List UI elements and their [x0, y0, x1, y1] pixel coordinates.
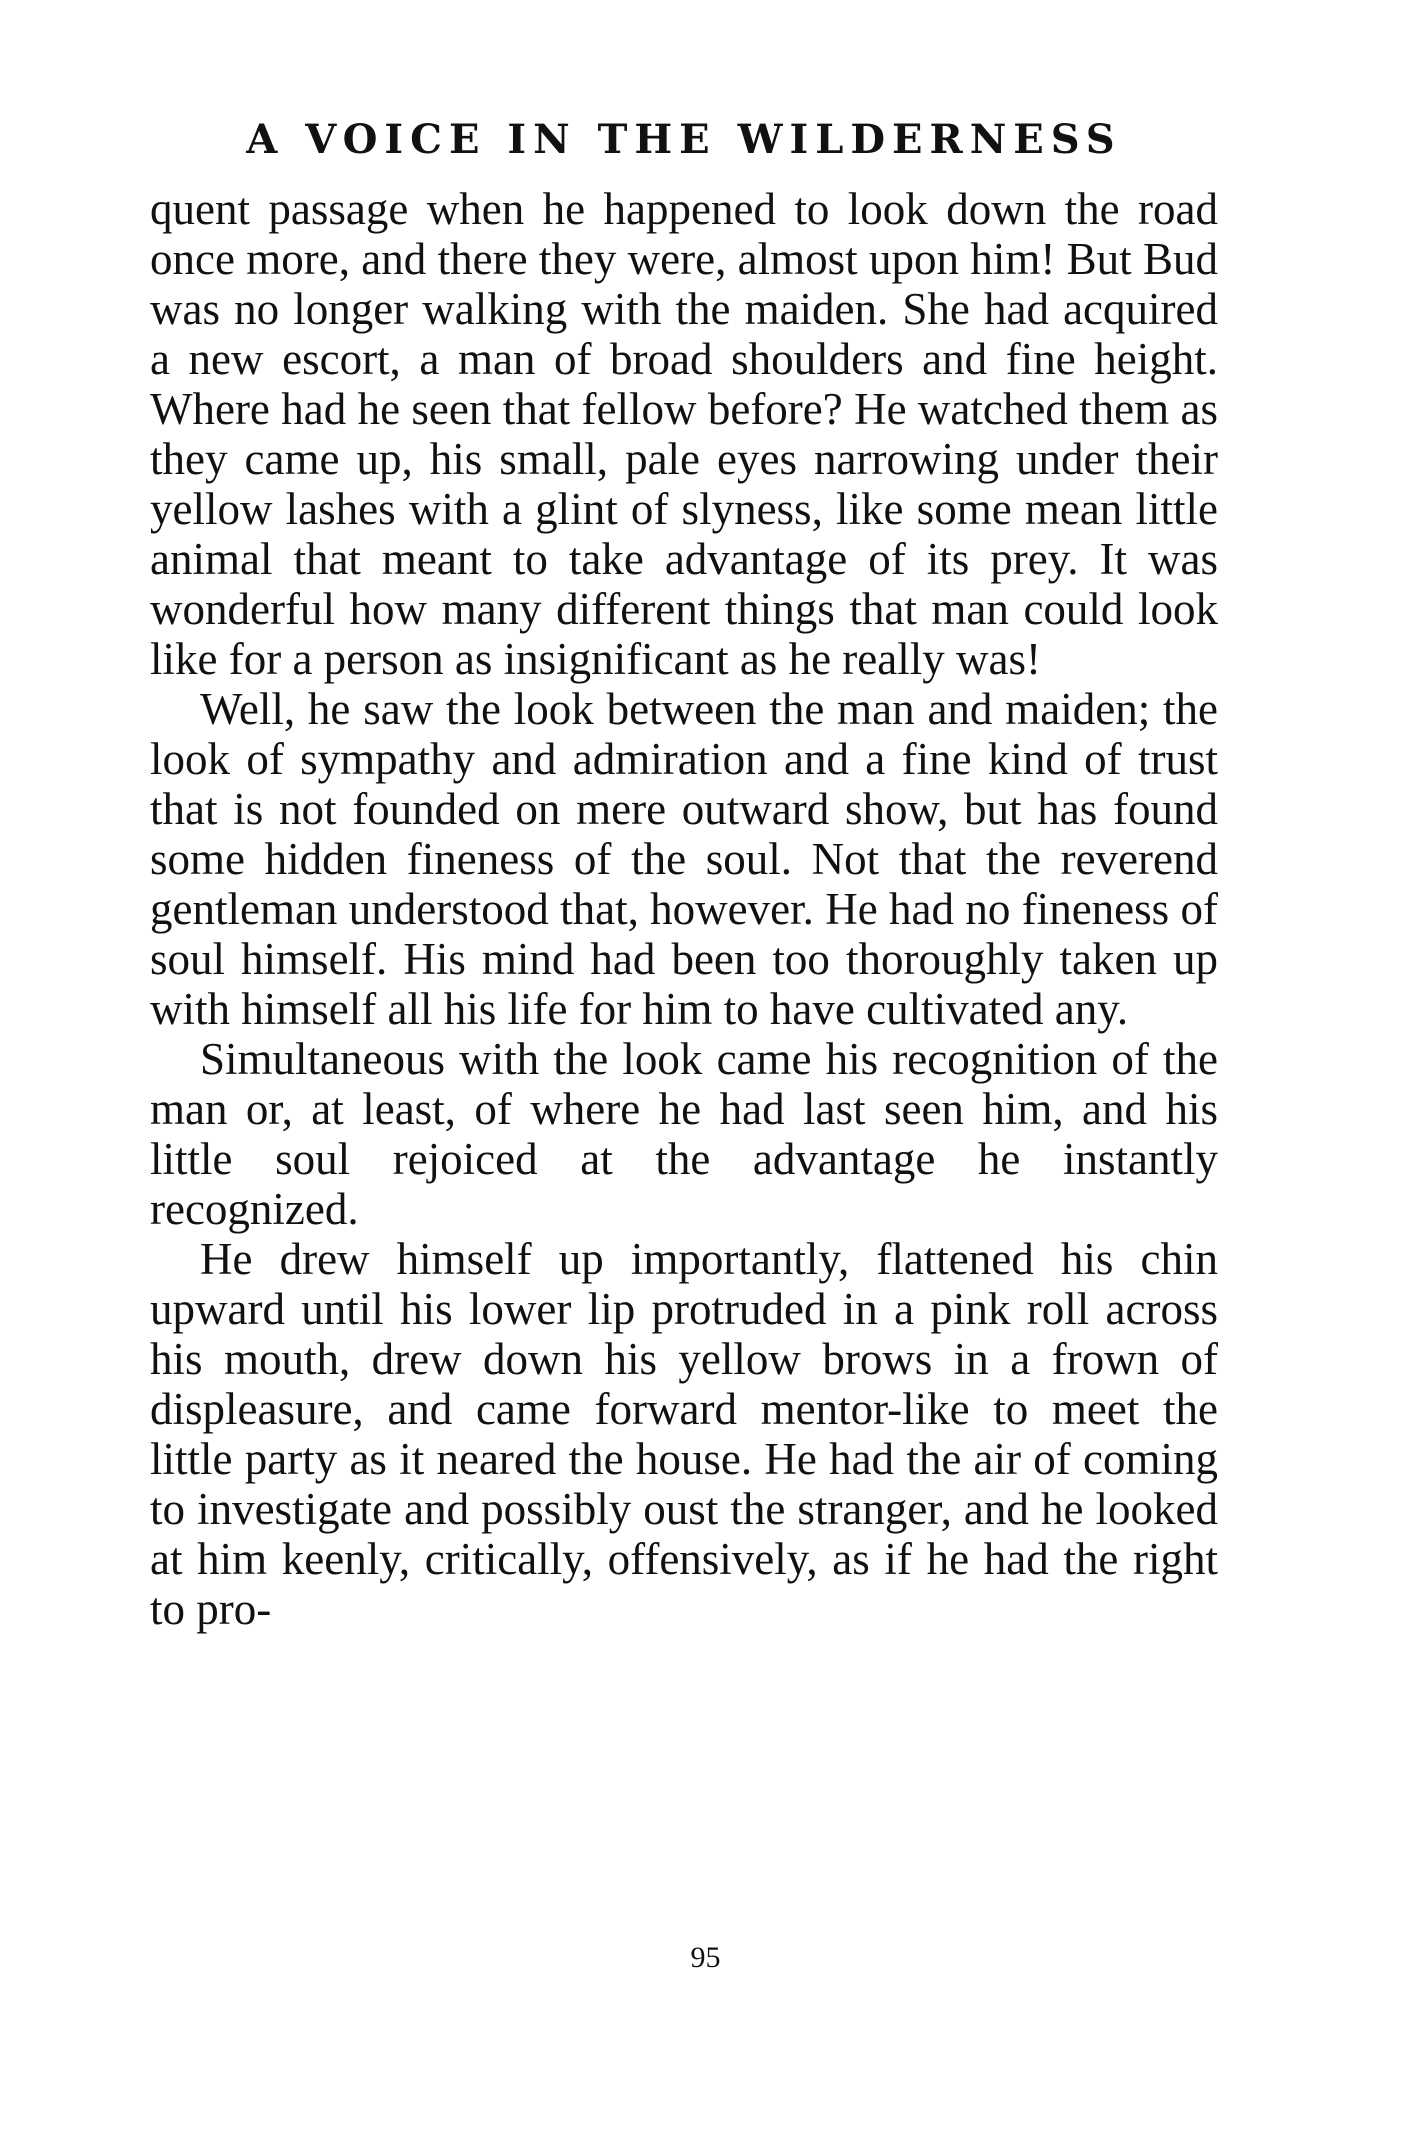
- paragraph: quent passage when he happened to look down the road once more, and there they were, almost upon him! But Bud was no longer walking with the maiden. She had acquired a new escort, a man of broad shoulders and fine height. Where had he seen that fellow before? He watched them as they came up, his small, pale eyes narrowing under their yellow lashes with a glint of slyness, like some mean little animal that meant to take advantage of its prey. It was wonderful how many different things that man could look like for a person as insignificant as he really was!: [150, 184, 1218, 684]
- body-text: [150, 184, 1218, 1634]
- running-title: A VOICE IN THE WILDERNESS: [246, 116, 1122, 163]
- book-page: [150, 100, 1218, 1634]
- paragraph: He drew himself up importantly, flattened his chin upward until his lower lip protruded in a pink roll across his mouth, drew down his yellow brows in a frown of displeasure, and came forward mentor-like to meet the little party as it neared the house. He had the air of coming to investigate and possibly oust the stranger, and he looked at him keenly, critically, offensively, as if he had the right to pro-: [150, 1234, 1218, 1634]
- page-number: 95: [690, 1941, 721, 1974]
- paragraph: Simultaneous with the look came his recognition of the man or, at least, of where he had last seen him, and his little soul rejoiced at the advantage he instantly recognized.: [150, 1034, 1218, 1234]
- paragraph: Well, he saw the look between the man and maiden; the look of sympathy and admiration and a fine kind of trust that is not founded on mere outward show, but has found some hidden fineness of the soul. Not that the reverend gentleman understood that, however. He had no fineness of soul himself. His mind had been too thoroughly taken up with himself all his life for him to have cultivated any.: [150, 684, 1218, 1034]
